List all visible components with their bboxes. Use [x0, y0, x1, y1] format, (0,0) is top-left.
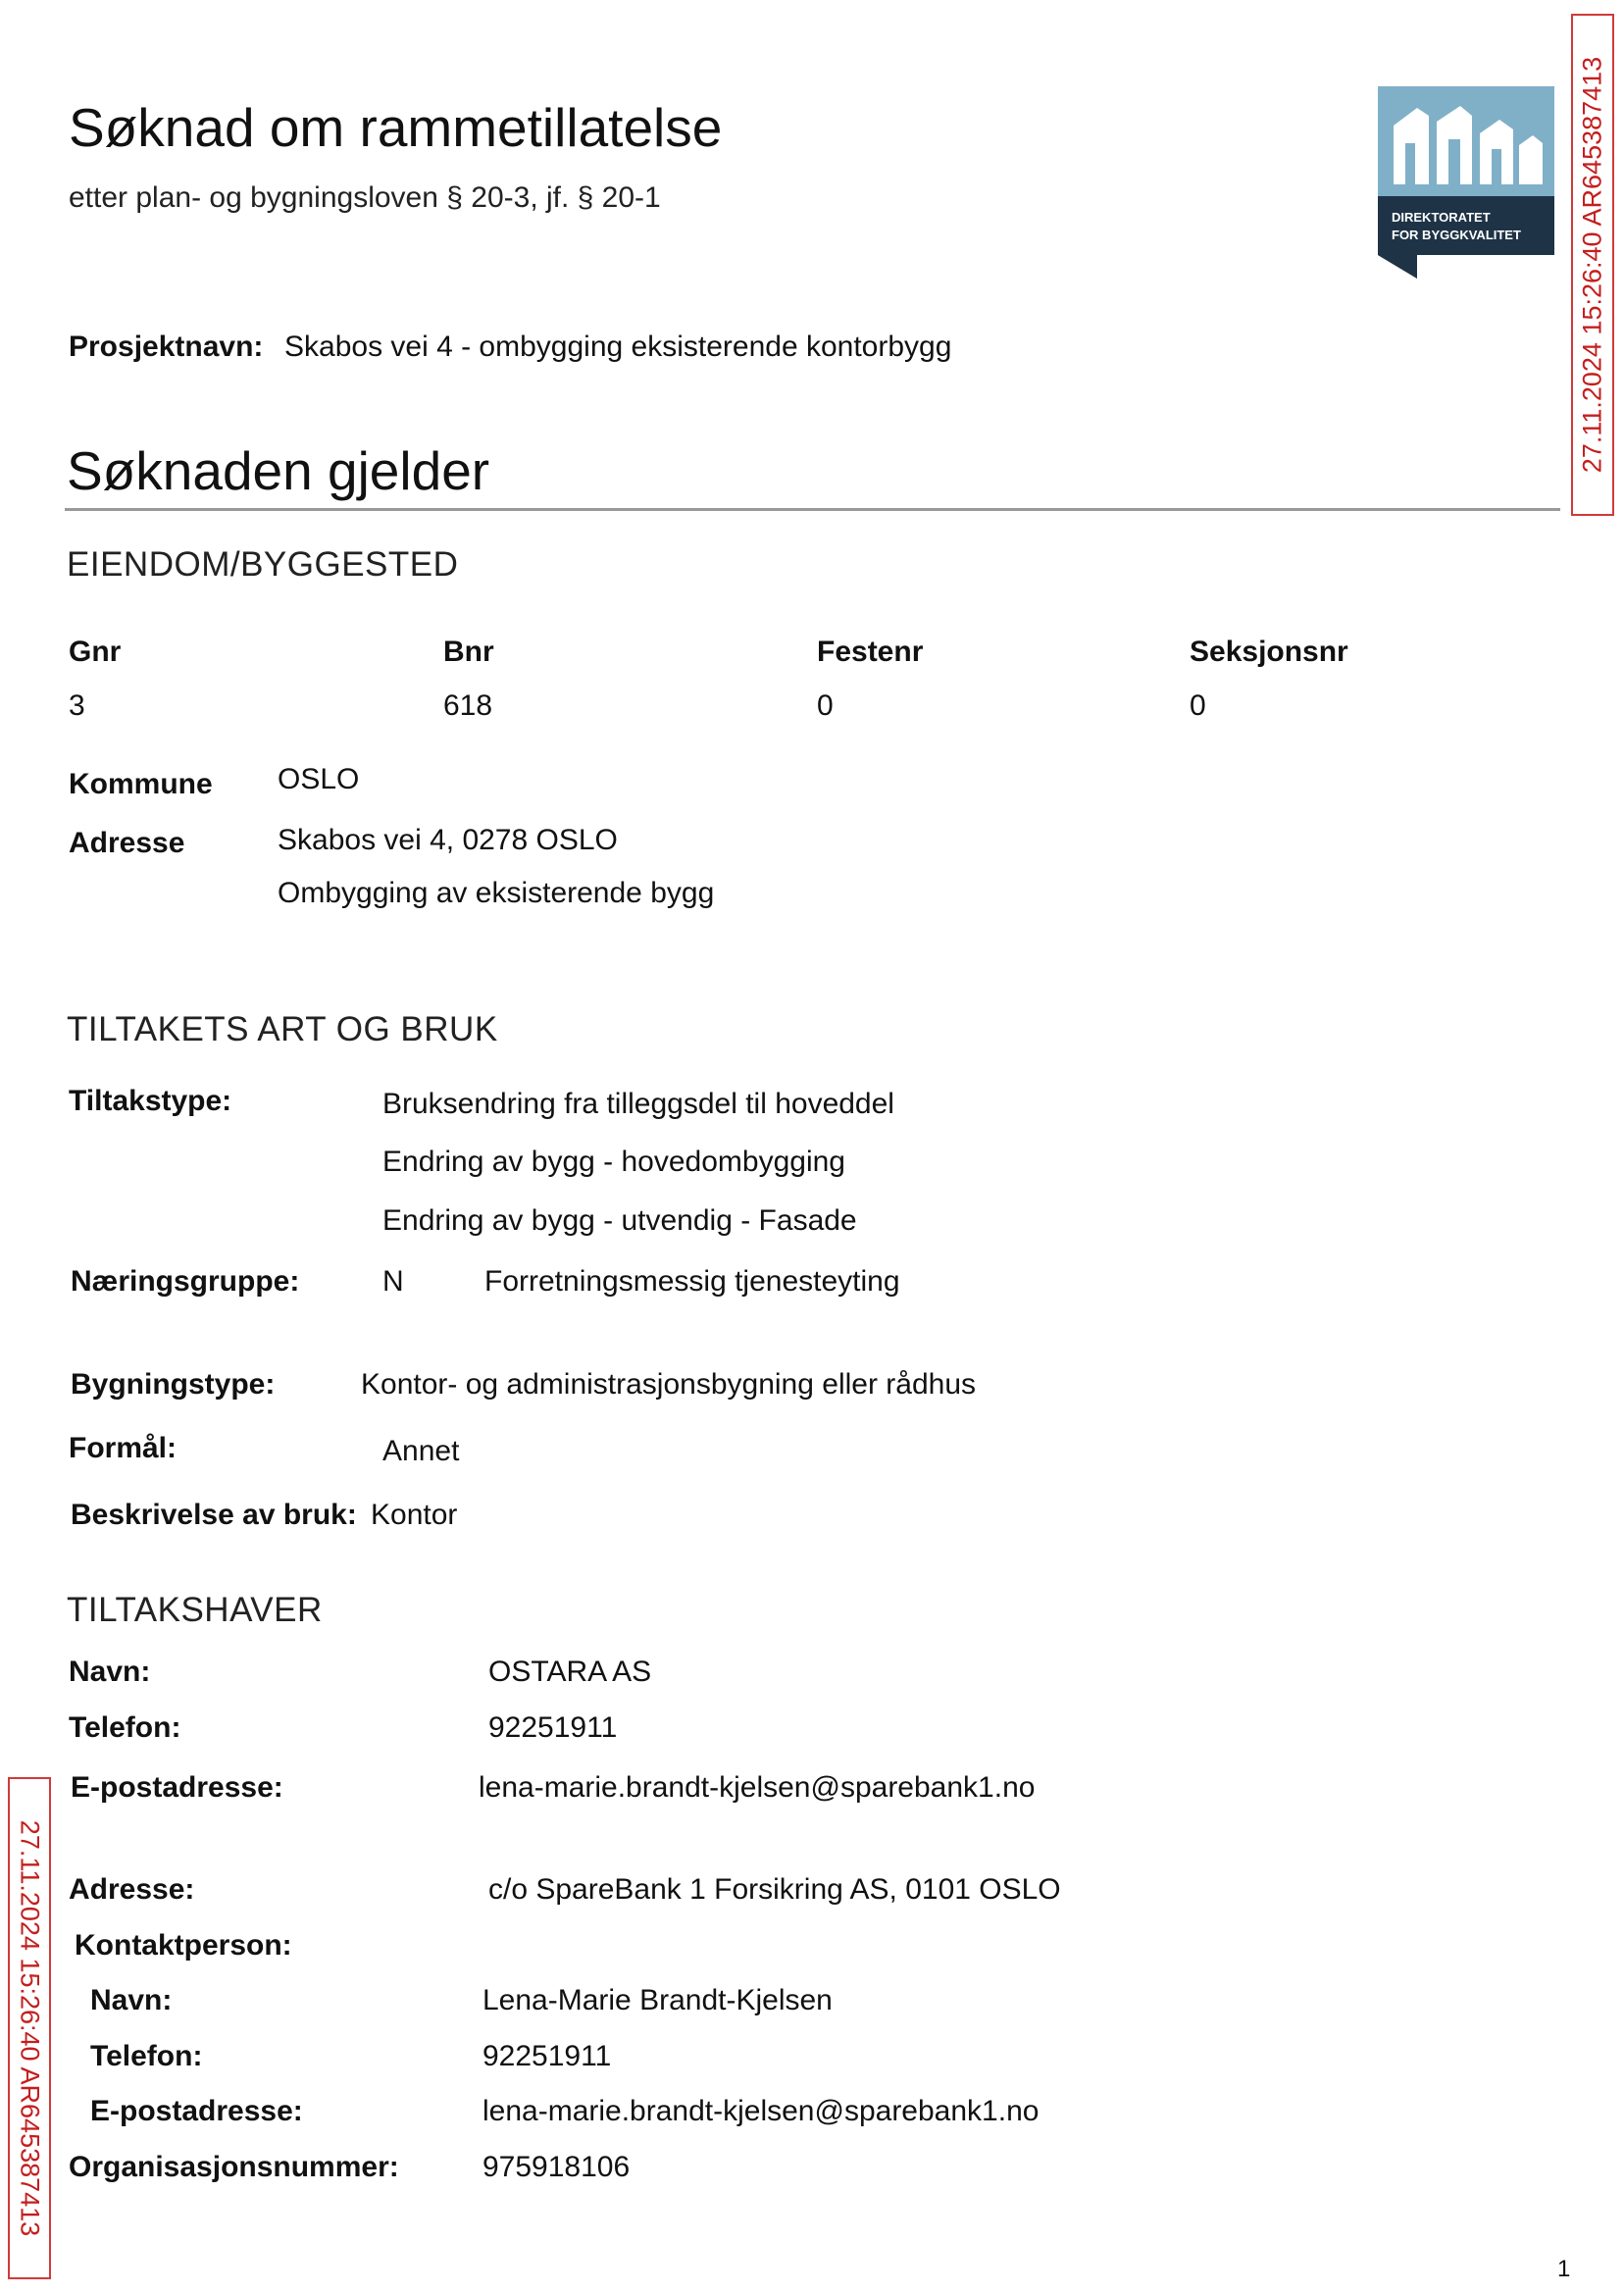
- naeringsgruppe-label: Næringsgruppe:: [71, 1265, 300, 1298]
- kp-telefon-label: Telefon:: [90, 2040, 203, 2072]
- kontaktperson-label: Kontaktperson:: [75, 1929, 292, 1962]
- tiltakshaver-section-title: TILTAKSHAVER: [67, 1591, 323, 1629]
- kp-epost-value: lena-marie.brandt-kjelsen@sparebank1.no: [482, 2095, 1040, 2127]
- receipt-stamp-top-text: 27.11.2024 15:26:40 AR645387413: [1577, 56, 1607, 474]
- th-adresse-label: Adresse:: [69, 1873, 195, 1906]
- org-value: 975918106: [482, 2151, 631, 2183]
- project-value: Skabos vei 4 - ombygging eksisterende kontorbygg: [284, 331, 952, 363]
- bygningstype-value: Kontor- og administrasjonsbygning eller rådhus: [361, 1368, 977, 1401]
- page-subtitle: etter plan- og bygningsloven § 20-3, jf. § 20-1: [69, 181, 661, 214]
- th-telefon-label: Telefon:: [69, 1711, 181, 1744]
- tiltakstype-2: Endring av bygg - hovedombygging: [382, 1146, 845, 1178]
- tiltakstype-1: Bruksendring fra tilleggsdel til hoveddel: [382, 1088, 894, 1120]
- tiltakstype-label: Tiltakstype:: [69, 1085, 232, 1117]
- festenr-value: 0: [817, 689, 834, 722]
- adresse-value: Skabos vei 4, 0278 OSLO: [278, 824, 618, 856]
- org-label: Organisasjonsnummer:: [69, 2151, 399, 2183]
- project-label: Prosjektnavn:: [69, 331, 264, 363]
- logo-line2: FOR BYGGKVALITET: [1392, 228, 1521, 242]
- kommune-value: OSLO: [278, 763, 360, 795]
- page-number: 1: [1557, 2256, 1571, 2282]
- kp-navn-value: Lena-Marie Brandt-Kjelsen: [482, 1984, 833, 2016]
- kp-navn-label: Navn:: [90, 1984, 173, 2016]
- gnr-label: Gnr: [69, 636, 122, 668]
- gnr-value: 3: [69, 689, 85, 722]
- dibk-logo-icon: [1378, 86, 1554, 279]
- adresse-label: Adresse: [69, 827, 185, 859]
- th-navn-value: OSTARA AS: [488, 1656, 652, 1688]
- kp-epost-label: E-postadresse:: [90, 2095, 303, 2127]
- bnr-value: 618: [443, 689, 493, 722]
- tiltak-section-title: TILTAKETS ART OG BRUK: [67, 1010, 498, 1048]
- bygningstype-label: Bygningstype:: [71, 1368, 276, 1401]
- naeringsgruppe-value: Forretningsmessig tjenesteyting: [484, 1265, 900, 1298]
- th-telefon-value: 92251911: [488, 1711, 618, 1744]
- naeringsgruppe-code: N: [382, 1265, 404, 1298]
- formal-value: Annet: [382, 1435, 460, 1467]
- page-title: Søknad om rammetillatelse: [69, 97, 723, 158]
- beskrivelse-label: Beskrivelse av bruk:: [71, 1499, 357, 1531]
- kp-telefon-value: 92251911: [482, 2040, 612, 2072]
- th-navn-label: Navn:: [69, 1656, 151, 1688]
- th-epost-label: E-postadresse:: [71, 1771, 283, 1804]
- beskrivelse-value: Kontor: [371, 1499, 458, 1531]
- dibk-logo: [1378, 86, 1554, 279]
- bnr-label: Bnr: [443, 636, 494, 668]
- logo-line1: DIREKTORATET: [1392, 210, 1491, 225]
- th-epost-value: lena-marie.brandt-kjelsen@sparebank1.no: [479, 1771, 1036, 1804]
- th-adresse-value: c/o SpareBank 1 Forsikring AS, 0101 OSLO: [488, 1873, 1061, 1906]
- formal-label: Formål:: [69, 1432, 178, 1464]
- festenr-label: Festenr: [817, 636, 924, 668]
- tiltakstype-3: Endring av bygg - utvendig - Fasade: [382, 1204, 857, 1237]
- heading-divider: [65, 508, 1560, 511]
- property-section-title: EIENDOM/BYGGESTED: [67, 545, 459, 584]
- application-heading: Søknaden gjelder: [67, 440, 490, 501]
- receipt-stamp-left-text: 27.11.2024 15:26:40 AR645387413: [15, 1819, 45, 2237]
- seksjonsnr-label: Seksjonsnr: [1190, 636, 1348, 668]
- seksjonsnr-value: 0: [1190, 689, 1206, 722]
- kommune-label: Kommune: [69, 768, 213, 800]
- adresse-note: Ombygging av eksisterende bygg: [278, 877, 715, 909]
